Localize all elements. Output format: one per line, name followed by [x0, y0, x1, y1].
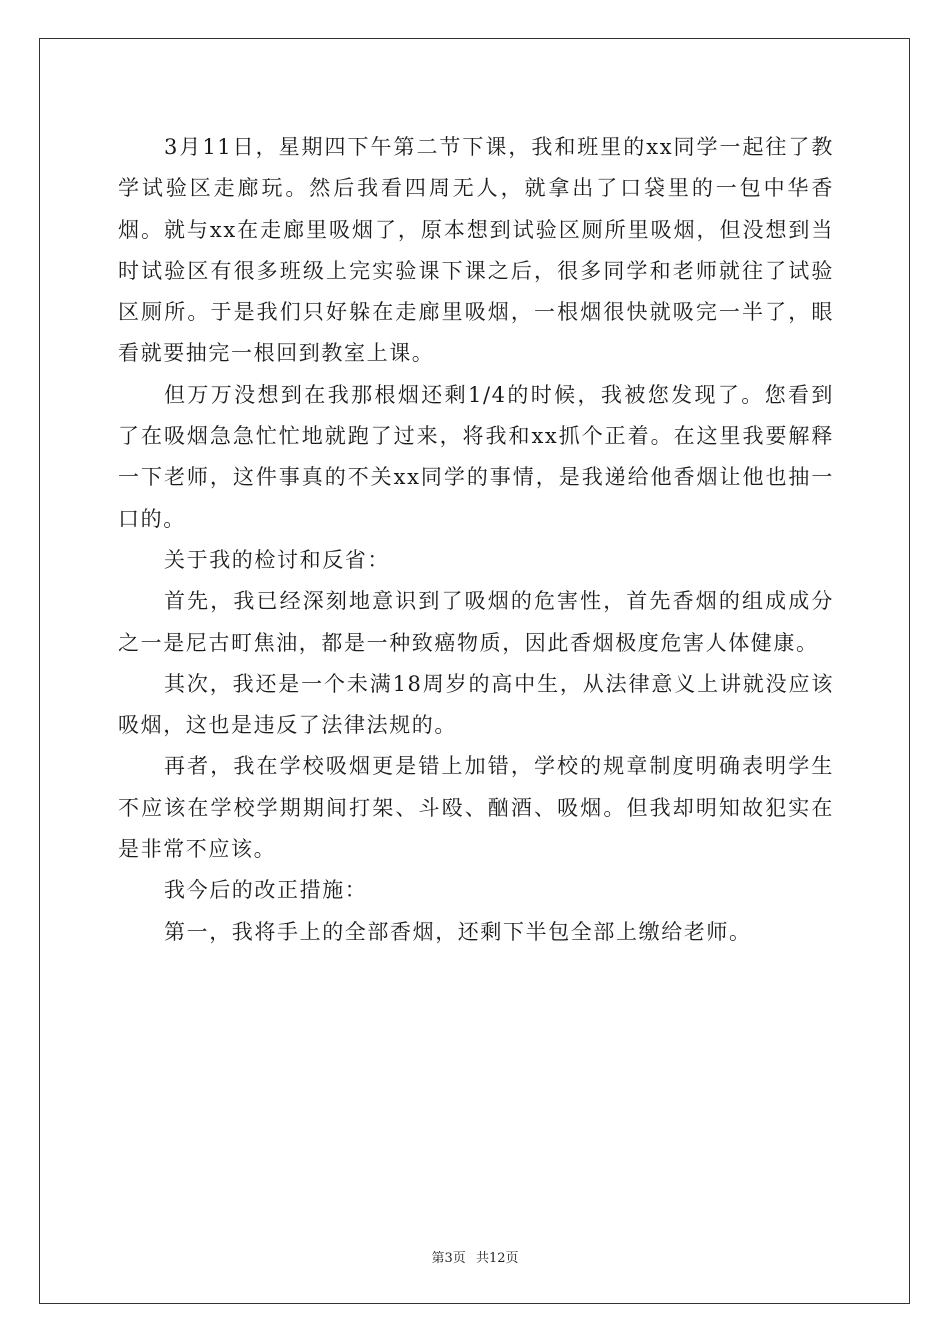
- page-footer: [0, 1247, 950, 1266]
- paragraph-correction-first: 第一，我将手上的全部香烟，还剩下半包全部上缴给老师。: [164, 919, 752, 944]
- paragraph-discovered: 但万万没想到在我那根烟还剩1/4的时候，我被您发现了。您看到了在吸烟急急忙忙地就跑了过来，将我和xx抓个正着。在这里我要解释一下老师，这件事真的不关xx同学的事情，是我递给他香烟让他也抽一口的。: [118, 382, 834, 531]
- paragraph-second-point: 其次，我还是一个未满18周岁的高中生，从法律意义上讲就没应该吸烟，这也是违反了法律法规的。: [118, 671, 834, 738]
- paragraph-third-point: 再者，我在学校吸烟更是错上加错，学校的规章制度明确表明学生不应该在学校学期期间打架、斗殴、酗酒、吸烟。但我却明知故犯实在是非常不应该。: [118, 754, 834, 862]
- paragraph-incident: 3月11日，星期四下午第二节下课，我和班里的xx同学一起往了教学试验区走廊玩。然后我看四周无人，就拿出了口袋里的一包中华香烟。就与xx在走廊里吸烟了，原本想到试验区厕所里吸烟，但没想到当时试验区有很多班级上完实验课下课之后，很多同学和老师就往了试验区厕所。于是我们只好躲在走廊里吸烟，一根烟很快就吸完一半了，眼看就要抽完一根回到教室上课。: [118, 135, 834, 366]
- paragraph-reflection-heading: 关于我的检讨和反省：: [164, 547, 390, 572]
- paragraph-correction-heading: 我今后的改正措施：: [164, 878, 368, 903]
- page-number-total: 共12页: [475, 1251, 519, 1266]
- document-body: [118, 127, 834, 953]
- paragraph-first-point: 首先，我已经深刻地意识到了吸烟的危害性，首先香烟的组成成分之一是尼古町焦油，都是一种致癌物质，因此香烟极度危害人体健康。: [118, 589, 834, 655]
- page-number-current: 第3页: [431, 1251, 466, 1266]
